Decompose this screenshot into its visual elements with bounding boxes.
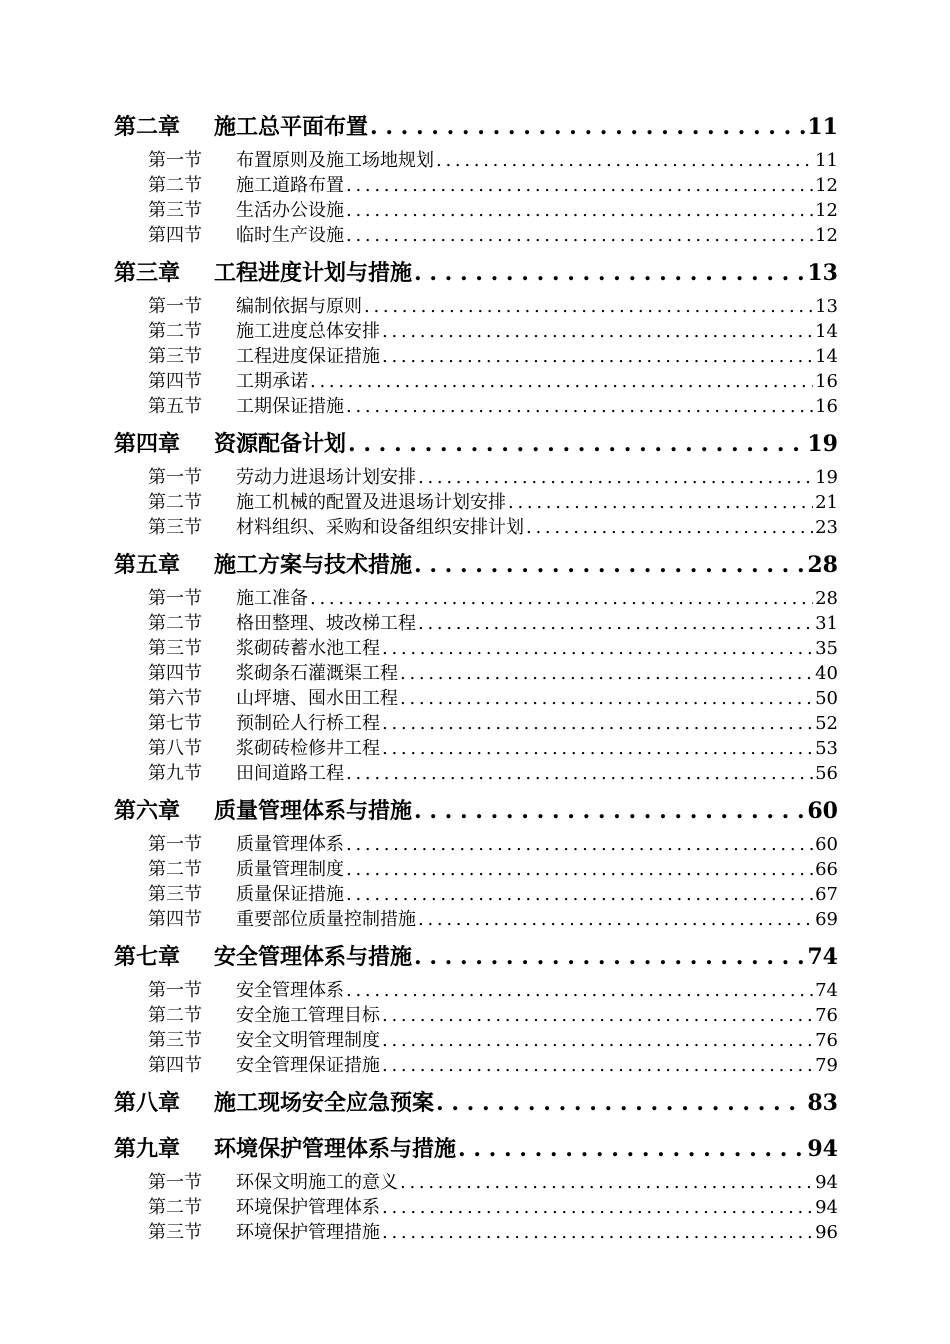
toc-chapter: [114, 794, 838, 930]
chapter-title: 质量管理体系与措施: [214, 798, 413, 824]
section-number: 第二节: [148, 859, 202, 880]
section-title: 浆砌条石灌溉渠工程: [236, 663, 398, 684]
section-number: 第六节: [148, 688, 202, 709]
toc-section-entry[interactable]: [114, 709, 838, 734]
toc-section-entry[interactable]: [114, 759, 838, 784]
chapter-page-number: 19: [807, 431, 838, 457]
section-title: 安全文明管理制度: [236, 1030, 380, 1051]
section-number: 第一节: [148, 588, 202, 609]
section-number: 第二节: [148, 1005, 202, 1026]
section-page-number: 79: [815, 1055, 838, 1076]
section-page-number: 16: [815, 396, 838, 417]
section-page-number: 40: [815, 663, 838, 684]
toc-section-entry[interactable]: [114, 292, 838, 317]
dot-leader: [382, 713, 813, 734]
toc-section-entry[interactable]: [114, 342, 838, 367]
section-number: 第九节: [148, 763, 202, 784]
toc-section-entry[interactable]: [114, 463, 838, 488]
chapter-page-number: 74: [807, 944, 838, 970]
dot-leader: [382, 346, 813, 367]
section-title: 施工道路布置: [236, 175, 344, 196]
section-page-number: 12: [815, 175, 838, 196]
section-number: 第四节: [148, 371, 202, 392]
section-page-number: 74: [815, 980, 838, 1001]
chapter-number: 第二章: [114, 114, 181, 140]
toc-chapter: [114, 427, 838, 538]
dot-leader: [382, 321, 813, 342]
section-number: 第三节: [148, 884, 202, 905]
section-page-number: 52: [815, 713, 838, 734]
section-number: 第二节: [148, 492, 202, 513]
section-title: 环境保护管理体系: [236, 1197, 380, 1218]
chapter-page-number: 60: [807, 798, 838, 824]
toc-section-entry[interactable]: [114, 367, 838, 392]
toc-section-entry[interactable]: [114, 1193, 838, 1218]
chapter-number: 第四章: [114, 431, 181, 457]
chapter-title: 资源配备计划: [214, 431, 347, 457]
section-page-number: 56: [815, 763, 838, 784]
dot-leader: [414, 944, 805, 970]
toc-section-entry[interactable]: [114, 488, 838, 513]
section-title: 劳动力进退场计划安排: [236, 467, 416, 488]
dot-leader: [382, 638, 813, 659]
dot-leader: [414, 798, 805, 824]
section-page-number: 16: [815, 371, 838, 392]
toc-chapter: [114, 110, 838, 246]
toc-section-entry[interactable]: [114, 171, 838, 196]
dot-leader: [436, 150, 813, 171]
dot-leader: [418, 467, 813, 488]
dot-leader: [382, 1222, 813, 1243]
chapter-title: 安全管理体系与措施: [214, 944, 413, 970]
section-number: 第四节: [148, 663, 202, 684]
section-number: 第一节: [148, 1172, 202, 1193]
section-title: 浆砌砖蓄水池工程: [236, 638, 380, 659]
dot-leader: [364, 296, 813, 317]
toc-section-entry[interactable]: [114, 1026, 838, 1051]
dot-leader: [346, 175, 813, 196]
section-number: 第五节: [148, 396, 202, 417]
section-page-number: 11: [815, 150, 838, 171]
section-title: 质量管理体系: [236, 834, 344, 855]
toc-chapter-entry[interactable]: [114, 110, 838, 146]
section-title: 环境保护管理措施: [236, 1222, 380, 1243]
section-title: 预制砼人行桥工程: [236, 713, 380, 734]
toc-section-entry[interactable]: [114, 221, 838, 246]
section-number: 第二节: [148, 321, 202, 342]
section-title: 编制依据与原则: [236, 296, 362, 317]
chapter-number: 第五章: [114, 552, 181, 578]
dot-leader: [346, 200, 813, 221]
section-title: 布置原则及施工场地规划: [236, 150, 434, 171]
section-page-number: 60: [815, 834, 838, 855]
chapter-page-number: 11: [807, 114, 838, 140]
section-number: 第三节: [148, 638, 202, 659]
section-page-number: 12: [815, 200, 838, 221]
section-title: 材料组织、采购和设备组织安排计划: [236, 517, 524, 538]
toc-chapter-entry[interactable]: [114, 427, 838, 463]
chapter-number: 第七章: [114, 944, 181, 970]
toc-section-entry[interactable]: [114, 146, 838, 171]
section-page-number: 19: [815, 467, 838, 488]
section-page-number: 14: [815, 321, 838, 342]
toc-chapter-entry[interactable]: [114, 548, 838, 584]
toc-section-entry[interactable]: [114, 855, 838, 880]
section-number: 第四节: [148, 1055, 202, 1076]
toc-section-entry[interactable]: [114, 976, 838, 1001]
dot-leader: [382, 738, 813, 759]
section-number: 第三节: [148, 200, 202, 221]
section-title: 临时生产设施: [236, 225, 344, 246]
dot-leader: [458, 1136, 805, 1162]
dot-leader: [346, 859, 813, 880]
chapter-number: 第九章: [114, 1136, 181, 1162]
toc-section-entry[interactable]: [114, 609, 838, 634]
toc-section-entry[interactable]: [114, 1051, 838, 1076]
dot-leader: [348, 431, 805, 457]
chapter-page-number: 83: [807, 1090, 838, 1116]
section-page-number: 14: [815, 346, 838, 367]
dot-leader: [400, 1172, 813, 1193]
toc-section-entry[interactable]: [114, 1218, 838, 1243]
section-number: 第一节: [148, 467, 202, 488]
chapter-title: 环境保护管理体系与措施: [214, 1136, 457, 1162]
section-title: 质量保证措施: [236, 884, 344, 905]
section-page-number: 21: [815, 492, 838, 513]
section-title: 重要部位质量控制措施: [236, 909, 416, 930]
section-number: 第二节: [148, 175, 202, 196]
chapter-title: 工程进度计划与措施: [214, 260, 413, 286]
section-title: 安全施工管理目标: [236, 1005, 380, 1026]
dot-leader: [382, 1005, 813, 1026]
chapter-title: 施工方案与技术措施: [214, 552, 413, 578]
section-page-number: 69: [815, 909, 838, 930]
table-of-contents: [114, 110, 838, 1253]
section-title: 环保文明施工的意义: [236, 1172, 398, 1193]
section-title: 浆砌砖检修井工程: [236, 738, 380, 759]
toc-section-entry[interactable]: [114, 317, 838, 342]
section-number: 第三节: [148, 346, 202, 367]
toc-section-entry[interactable]: [114, 880, 838, 905]
section-title: 施工进度总体安排: [236, 321, 380, 342]
toc-chapter-entry[interactable]: [114, 256, 838, 292]
dot-leader: [346, 396, 813, 417]
section-page-number: 94: [815, 1197, 838, 1218]
chapter-title: 施工现场安全应急预案: [214, 1090, 435, 1116]
toc-section-entry[interactable]: [114, 905, 838, 930]
dot-leader: [346, 834, 813, 855]
dot-leader: [382, 1030, 813, 1051]
section-title: 施工准备: [236, 588, 308, 609]
toc-section-entry[interactable]: [114, 513, 838, 538]
section-page-number: 28: [815, 588, 838, 609]
dot-leader: [418, 613, 813, 634]
dot-leader: [508, 492, 813, 513]
dot-leader: [346, 225, 813, 246]
section-number: 第四节: [148, 225, 202, 246]
toc-section-entry[interactable]: [114, 1168, 838, 1193]
section-number: 第三节: [148, 1030, 202, 1051]
section-title: 施工机械的配置及进退场计划安排: [236, 492, 506, 513]
section-title: 安全管理保证措施: [236, 1055, 380, 1076]
dot-leader: [346, 980, 813, 1001]
section-page-number: 96: [815, 1222, 838, 1243]
section-title: 工期保证措施: [236, 396, 344, 417]
toc-section-entry[interactable]: [114, 392, 838, 417]
dot-leader: [526, 517, 813, 538]
section-number: 第一节: [148, 834, 202, 855]
section-title: 生活办公设施: [236, 200, 344, 221]
toc-section-entry[interactable]: [114, 659, 838, 684]
toc-chapter: [114, 1132, 838, 1243]
section-title: 工期承诺: [236, 371, 308, 392]
section-page-number: 50: [815, 688, 838, 709]
section-page-number: 94: [815, 1172, 838, 1193]
toc-section-entry[interactable]: [114, 584, 838, 609]
section-page-number: 13: [815, 296, 838, 317]
toc-section-entry[interactable]: [114, 684, 838, 709]
toc-chapter: [114, 1086, 838, 1122]
toc-section-entry[interactable]: [114, 1001, 838, 1026]
dot-leader: [370, 114, 805, 140]
section-title: 山坪塘、囤水田工程: [236, 688, 398, 709]
chapter-title: 施工总平面布置: [214, 114, 369, 140]
dot-leader: [346, 763, 813, 784]
dot-leader: [418, 909, 813, 930]
section-title: 质量管理制度: [236, 859, 344, 880]
section-page-number: 53: [815, 738, 838, 759]
section-number: 第二节: [148, 613, 202, 634]
toc-chapter-entry[interactable]: [114, 1132, 838, 1168]
dot-leader: [436, 1090, 805, 1116]
section-number: 第七节: [148, 713, 202, 734]
chapter-number: 第八章: [114, 1090, 181, 1116]
section-number: 第四节: [148, 909, 202, 930]
dot-leader: [382, 1197, 813, 1218]
chapter-page-number: 13: [807, 260, 838, 286]
section-title: 格田整理、坡改梯工程: [236, 613, 416, 634]
section-title: 田间道路工程: [236, 763, 344, 784]
toc-section-entry[interactable]: [114, 196, 838, 221]
toc-chapter-entry[interactable]: [114, 940, 838, 976]
toc-chapter: [114, 256, 838, 417]
section-page-number: 35: [815, 638, 838, 659]
section-number: 第一节: [148, 980, 202, 1001]
toc-section-entry[interactable]: [114, 734, 838, 759]
dot-leader: [400, 688, 813, 709]
toc-section-entry[interactable]: [114, 830, 838, 855]
section-number: 第一节: [148, 150, 202, 171]
section-page-number: 12: [815, 225, 838, 246]
toc-chapter: [114, 940, 838, 1076]
section-page-number: 67: [815, 884, 838, 905]
section-number: 第八节: [148, 738, 202, 759]
toc-chapter-entry[interactable]: [114, 1086, 838, 1122]
chapter-page-number: 28: [807, 552, 838, 578]
chapter-number: 第三章: [114, 260, 181, 286]
dot-leader: [400, 663, 813, 684]
dot-leader: [382, 1055, 813, 1076]
section-title: 安全管理体系: [236, 980, 344, 1001]
chapter-page-number: 94: [807, 1136, 838, 1162]
section-page-number: 76: [815, 1005, 838, 1026]
section-number: 第三节: [148, 517, 202, 538]
section-page-number: 31: [815, 613, 838, 634]
dot-leader: [310, 588, 813, 609]
toc-section-entry[interactable]: [114, 634, 838, 659]
chapter-number: 第六章: [114, 798, 181, 824]
dot-leader: [310, 371, 813, 392]
section-number: 第一节: [148, 296, 202, 317]
toc-chapter-entry[interactable]: [114, 794, 838, 830]
toc-chapter: [114, 548, 838, 784]
dot-leader: [346, 884, 813, 905]
section-page-number: 66: [815, 859, 838, 880]
section-title: 工程进度保证措施: [236, 346, 380, 367]
section-page-number: 23: [815, 517, 838, 538]
section-number: 第二节: [148, 1197, 202, 1218]
dot-leader: [414, 260, 805, 286]
dot-leader: [414, 552, 805, 578]
section-page-number: 76: [815, 1030, 838, 1051]
section-number: 第三节: [148, 1222, 202, 1243]
